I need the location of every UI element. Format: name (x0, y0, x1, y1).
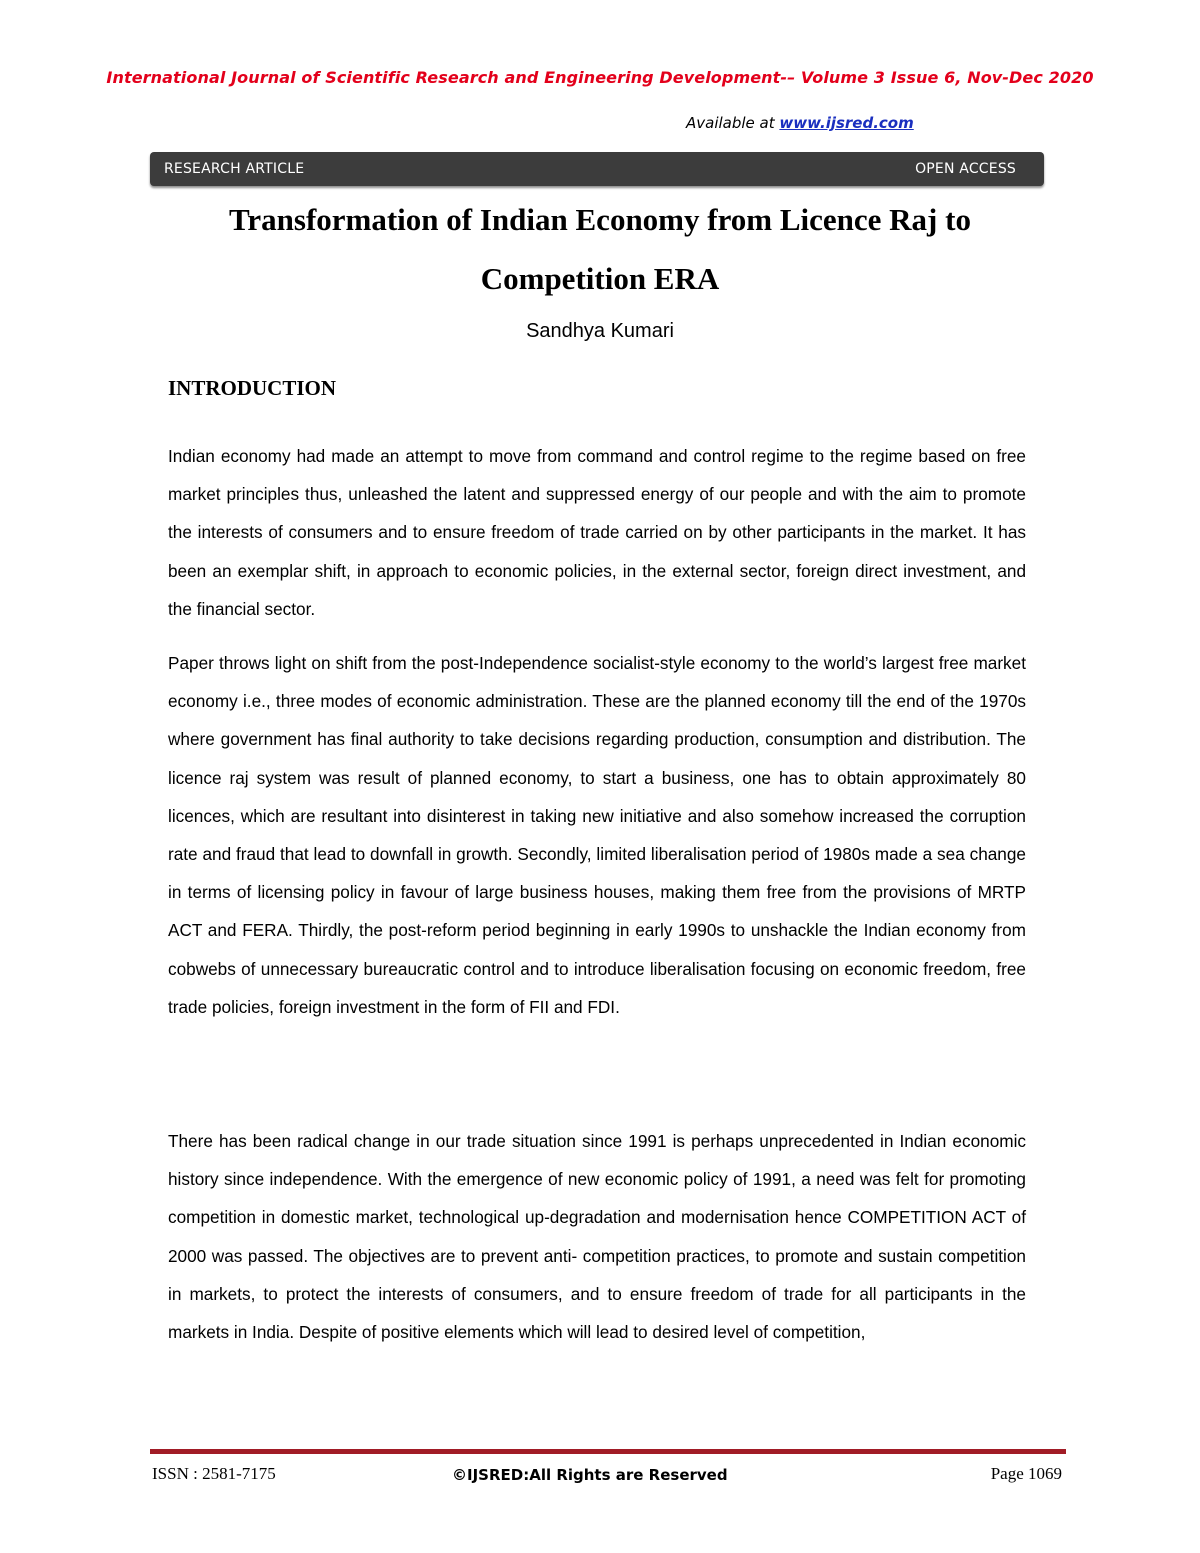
article-type-bar (150, 152, 1044, 186)
footer-page-number: Page 1069 (990, 1464, 1062, 1483)
paper-title-line-1: Transformation of Indian Economy from Licence Raj to (229, 202, 971, 237)
journal-header: International Journal of Scientific Research and Engineering Development-– Volume 3 Issue 6, Nov-Dec 2020 (106, 68, 1094, 87)
footer-issn: ISSN : 2581-7175 (152, 1464, 276, 1483)
body-paragraph: Paper throws light on shift from the post-Independence socialist-style economy to the world’s largest free market economy i.e., three modes of economic administration. These are the planned economy till the end of the 1970s where government has final authority to take decisions regarding production, consumption and distribution. The licence raj system was result of planned economy, to start a business, one has to obtain approximately 80 licences, which are resultant into disinterest in taking new initiative and also somehow increased the corruption rate and fraud that lead to downfall in growth. Secondly, limited liberalisation period of 1980s made a sea change in terms of licensing policy in favour of large business houses, making them free from the provisions of MRTP ACT and FERA. Thirdly, the post-reform period beginning in early 1990s to unshackle the Indian economy from cobwebs of unnecessary bureaucratic control and to introduce liberalisation focusing on economic freedom, free trade policies, foreign investment in the form of FII and FDI. (168, 653, 1026, 1017)
section-heading: INTRODUCTION (168, 376, 337, 400)
research-article-label: RESEARCH ARTICLE (164, 161, 305, 177)
footer-divider (150, 1449, 1066, 1454)
body-paragraph: There has been radical change in our trade situation since 1991 is perhaps unprecedented in Indian economic history since independence. With the emergence of new economic policy of 1991, a need was felt for promoting competition in domestic market, technological up-degradation and modernisation hence COMPETITION ACT of 2000 was passed. The objectives are to prevent anti- competition practices, to promote and sustain competition in markets, to protect the interests of consumers, and to ensure freedom of trade for all participants in the markets in India. Despite of positive elements which will lead to desired level of competition, (168, 1131, 1026, 1343)
journal-website-link[interactable]: www.ijsred.com (779, 114, 914, 132)
open-access-label: OPEN ACCESS (915, 161, 1016, 177)
paper-title-line-2: Competition ERA (480, 261, 720, 296)
body-paragraph: Indian economy had made an attempt to move from command and control regime to the regime based on free market principles thus, unleashed the latent and suppressed energy of our people and with the aim to promote the interests of consumers and to ensure freedom of trade carried on by other participants in the market. It has been an exemplar shift, in approach to economic policies, in the external sector, foreign direct investment, and the financial sector. (168, 446, 1026, 619)
availability-line (686, 114, 914, 132)
available-prefix: Available at (686, 114, 780, 132)
author-name: Sandhya Kumari (526, 320, 674, 342)
footer-copyright: ©IJSRED:All Rights are Reserved (452, 1466, 728, 1484)
